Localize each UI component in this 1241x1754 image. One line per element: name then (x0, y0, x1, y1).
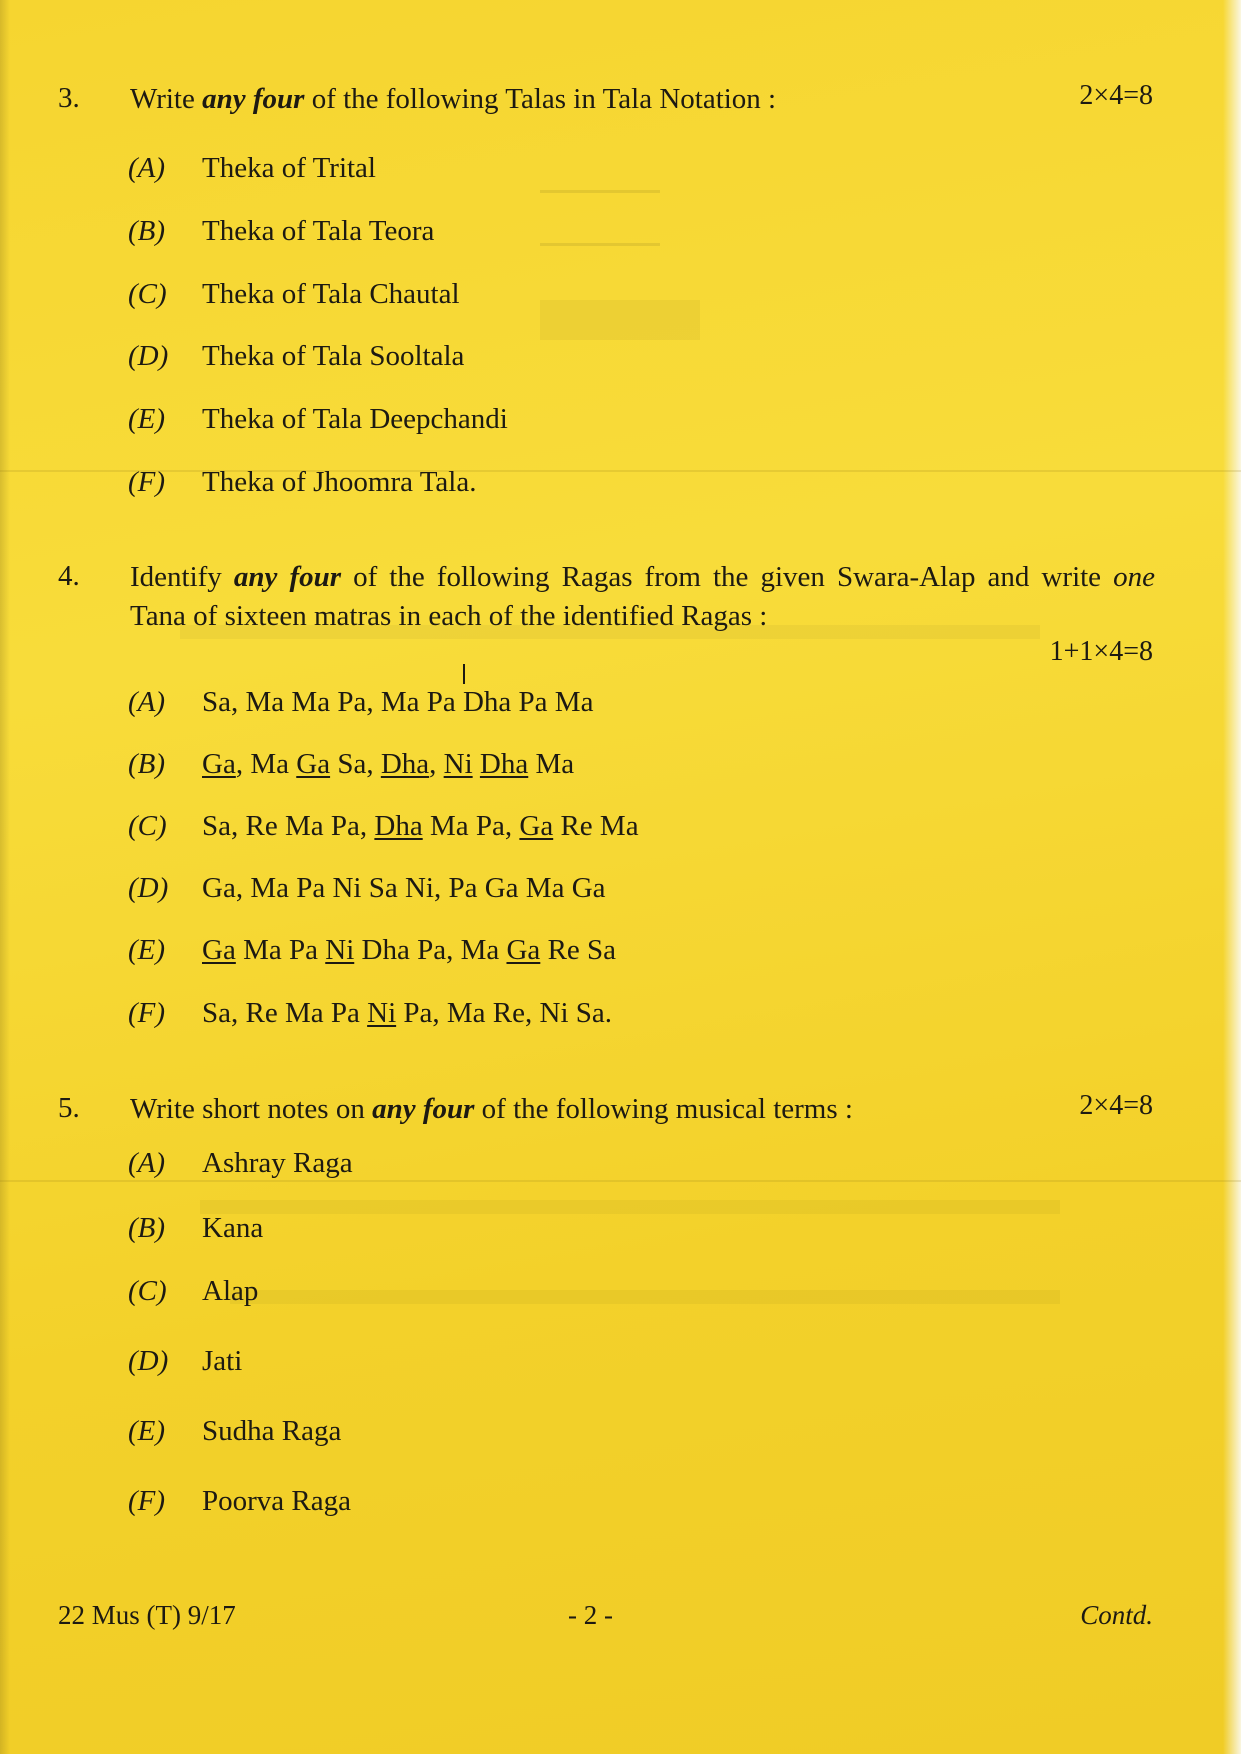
page-number: - 2 - (568, 1600, 613, 1630)
swara-text: Sa, (330, 748, 381, 780)
swara-text: , (429, 748, 444, 780)
marks-allocation: 1+1×4=8 (1049, 636, 1153, 667)
komal-note: Dha (479, 748, 529, 780)
option-b: (B) Ga, Ma Ga Sa, Dha, Ni Dha Ma (128, 748, 575, 780)
komal-note: Ga (506, 934, 541, 966)
paper-crease (0, 1180, 1241, 1182)
bleed-through-mark (230, 1290, 1060, 1304)
option-d: (D) Ga, Ma Pa Ni Sa Ni, Pa Ga Ma Ga (128, 872, 606, 904)
swara-text: Ma Pa, (422, 810, 520, 842)
swara-text: Re Ma (553, 810, 639, 842)
option-c: (C) Theka of Tala Chautal (128, 278, 460, 310)
option-f: (F) Sa, Re Ma Pa Ni Pa, Ma Re, Ni Sa. (128, 997, 612, 1029)
meend-mark (463, 664, 465, 684)
option-b: (B) Kana (128, 1212, 264, 1244)
option-e: (E) Ga Ma Pa Ni Dha Pa, Ma Ga Re Sa (128, 934, 617, 966)
paper-right-edge (1223, 0, 1241, 1754)
option-c: (C) Sa, Re Ma Pa, Dha Ma Pa, Ga Re Ma (128, 810, 639, 842)
option-f: (F) Theka of Jhoomra Tala. (128, 466, 477, 498)
option-f: (F) Poorva Raga (128, 1485, 351, 1517)
marks-allocation: 2×4=8 (1079, 1090, 1153, 1121)
question-text: Write short notes on any four of the following musical terms : (130, 1093, 853, 1125)
swara-text: Sa, Re Ma Pa (202, 997, 368, 1029)
option-d: (D) Jati (128, 1345, 243, 1377)
swara-text: Ma Pa (235, 934, 326, 966)
komal-note: Dha (374, 810, 423, 842)
komal-note: Ni (325, 934, 355, 966)
question-text: Write any four of the following Talas in Tala Notation : (130, 83, 777, 115)
option-d: (D) Theka of Tala Sooltala (128, 340, 465, 372)
question-number: 5. (58, 1092, 80, 1124)
paper-code: 22 Mus (T) 9/17 (58, 1600, 236, 1630)
option-a: (A) Sa, Ma Ma Pa, Ma Pa Dha Pa Ma (128, 686, 594, 718)
komal-note: Ga (202, 934, 236, 966)
option-a: (A) Theka of Trital (128, 152, 376, 184)
option-e: (E) Sudha Raga (128, 1415, 342, 1447)
komal-note: Ga (296, 748, 331, 780)
question-number: 4. (58, 560, 80, 592)
paper-left-edge (0, 0, 10, 1754)
swara-text: Sa, Re Ma Pa, (202, 810, 375, 842)
option-c: (C) Alap (128, 1275, 259, 1307)
swara-text: Sa, Ma Ma Pa, Ma Pa Dha Pa Ma (202, 686, 594, 718)
option-e: (E) Theka of Tala Deepchandi (128, 403, 508, 435)
komal-note: Ni (367, 997, 397, 1029)
komal-note: Ni (443, 748, 473, 780)
swara-text: Pa, Ma Re, Ni Sa. (396, 997, 612, 1029)
swara-text: Dha Pa, Ma (354, 934, 507, 966)
question-number: 3. (58, 82, 80, 114)
bleed-through-mark (540, 190, 660, 246)
option-b: (B) Theka of Tala Teora (128, 215, 435, 247)
bleed-through-mark (540, 300, 700, 340)
swara-text: Ma (528, 748, 575, 780)
swara-text (473, 748, 480, 780)
bleed-through-mark (200, 1200, 1060, 1214)
swara-text: Ga, Ma Pa Ni Sa Ni, Pa Ga Ma Ga (202, 872, 606, 904)
marks-allocation: 2×4=8 (1079, 80, 1153, 111)
swara-text: Re Sa (540, 934, 617, 966)
komal-note: Dha (380, 748, 430, 780)
swara-text: , Ma (235, 748, 297, 780)
komal-note: Ga (202, 748, 236, 780)
question-text: Identify any four of the following Ragas from the given Swara-Alap and write one Tana of sixteen matras in each of the identified Ragas : (130, 561, 1155, 632)
continued-note: Contd. (1080, 1600, 1153, 1630)
option-a: (A) Ashray Raga (128, 1147, 353, 1179)
komal-note: Ga (519, 810, 554, 842)
